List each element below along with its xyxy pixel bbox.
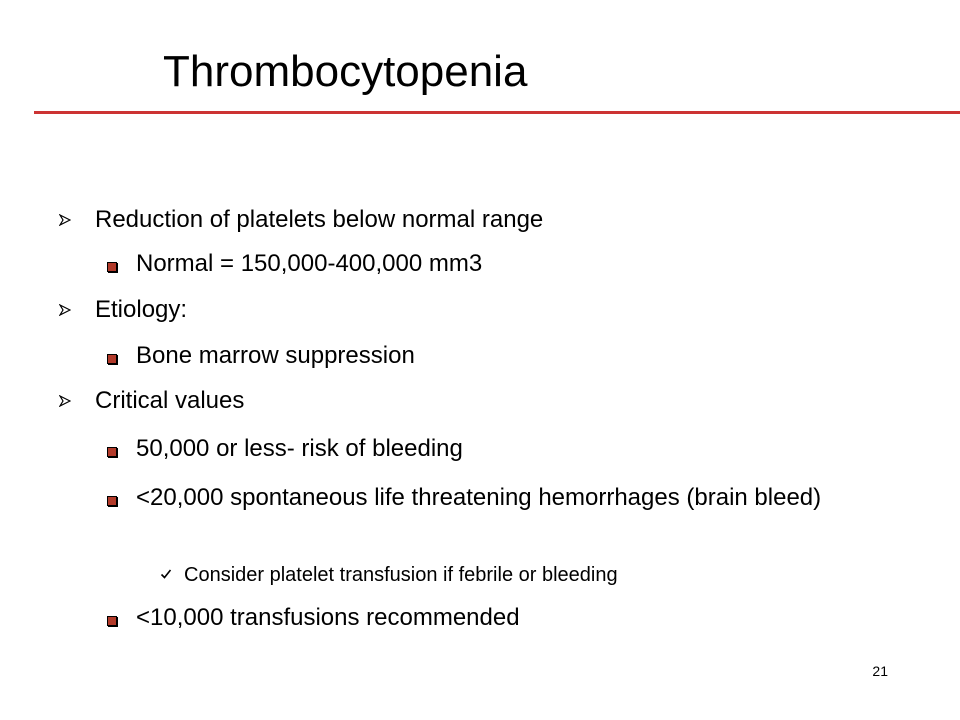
page-number: 21 xyxy=(872,663,888,679)
bullet-item xyxy=(95,385,244,417)
square-bullet-icon xyxy=(107,354,117,364)
checkmark-bullet-icon xyxy=(160,568,172,580)
square-bullet-icon xyxy=(107,447,117,457)
square-bullet-icon xyxy=(107,496,117,506)
square-bullet-icon xyxy=(107,616,117,626)
arrowhead-bullet-icon xyxy=(59,395,71,407)
bullet-text: Consider platelet transfusion if febrile or bleeding xyxy=(184,564,618,586)
bullet-item xyxy=(136,433,463,465)
bullet-item xyxy=(136,482,866,514)
bullet-text: 50,000 or less- risk of bleeding xyxy=(136,435,463,462)
bullet-item xyxy=(95,204,543,236)
bullet-text: Bone marrow suppression xyxy=(136,342,415,369)
bullet-item xyxy=(136,340,415,372)
arrowhead-bullet-icon xyxy=(59,214,71,226)
bullet-text: <20,000 spontaneous life threatening hemorrhages (brain bleed) xyxy=(136,484,822,511)
bullet-item xyxy=(136,248,482,280)
slide-title: Thrombocytopenia xyxy=(163,47,528,96)
bullet-item xyxy=(184,562,618,588)
bullet-text: Etiology: xyxy=(95,296,188,323)
bullet-text: <10,000 transfusions recommended xyxy=(136,604,520,631)
square-bullet-icon xyxy=(107,262,117,272)
bullet-item xyxy=(95,294,187,326)
bullet-text: Normal = 150,000-400,000 mm3 xyxy=(136,250,483,277)
arrowhead-bullet-icon xyxy=(59,304,71,316)
bullet-text: Reduction of platelets below normal range xyxy=(95,206,544,233)
bullet-item xyxy=(136,602,520,634)
bullet-text: Critical values xyxy=(95,387,245,414)
